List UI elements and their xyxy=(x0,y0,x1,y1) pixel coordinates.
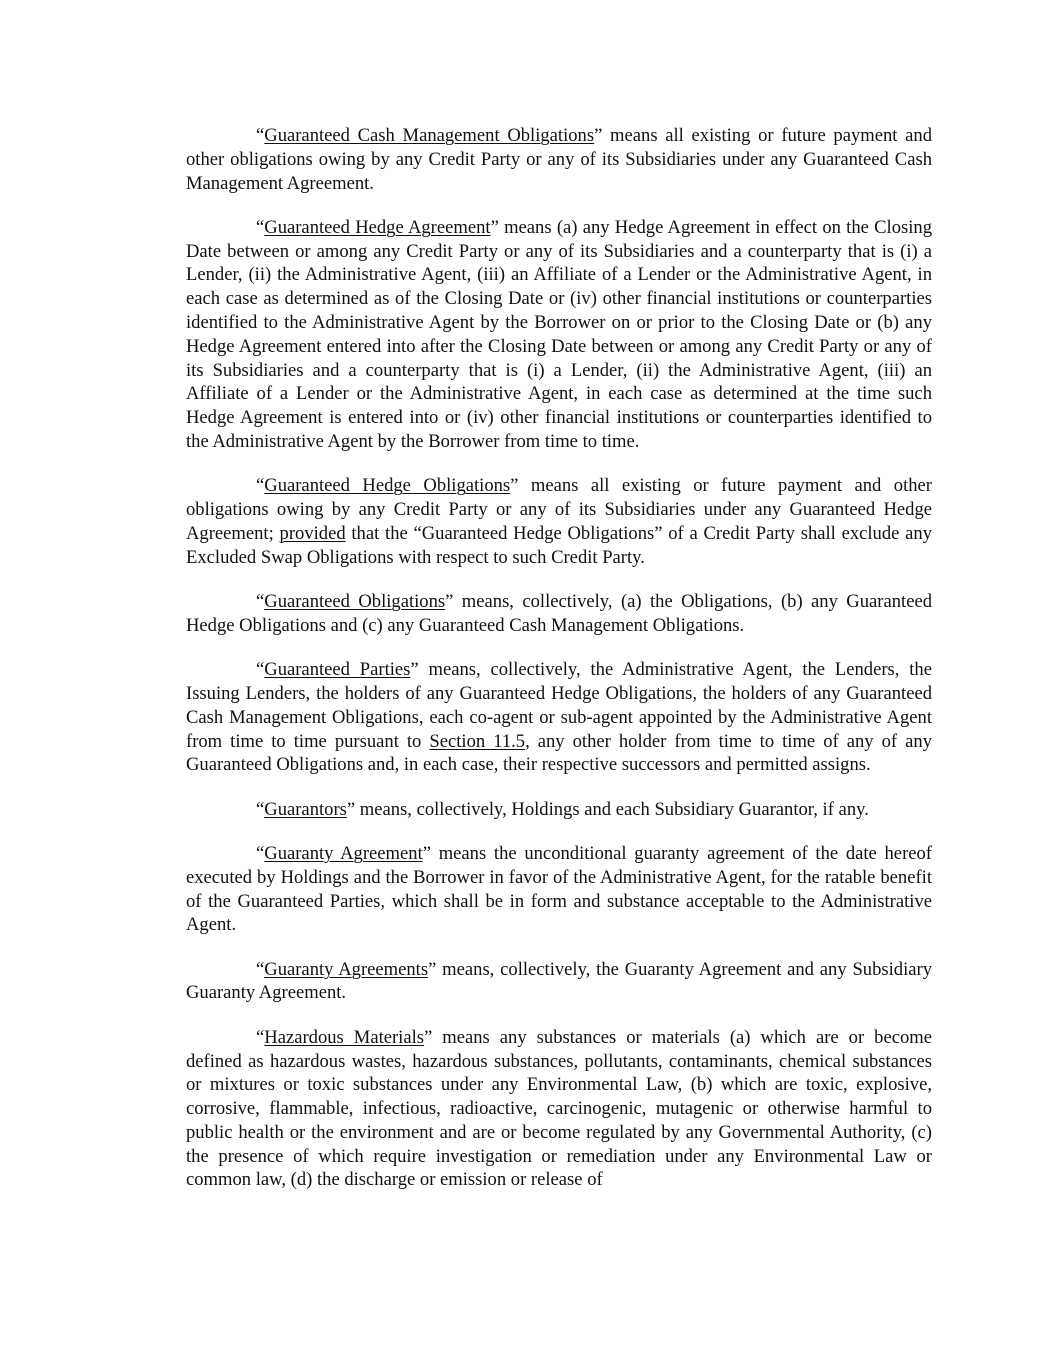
definition-text: ” means all existing or future payment and other obligations owing by any Credit Party or any of its Subsidiaries under any Guaranteed Cash Management Agreement. xyxy=(186,125,932,194)
defined-term: Hazardous Materials xyxy=(264,1026,425,1048)
definition-text: that the “Guaranteed Hedge Obligations” of a Credit Party shall exclude any Excluded Swap Obligations with respect to such Credit Party. xyxy=(186,522,932,568)
definition-guaranteed-obligations: “Guaranteed Obligations” means, collectively, (a) the Obligations, (b) any Guaranteed Hedge Obligations and (c) any Guaranteed Cash Management Obligations. xyxy=(186,591,932,636)
definition-hazardous-materials: “Hazardous Materials” means any substances or materials (a) which are or become defined as hazardous wastes, hazardous substances, pollutants, contaminants, chemical substances or mixtures or toxic substances under any Environmental Law, (b) which are toxic, explosive, corrosive, flammable, infectious, radioactive, carcinogenic, mutagenic or otherwise harmful to public health or the environment and are or become regulated by any Governmental Authority, (c) the presence of which require investigation or remediation under any Environmental Law or common law, (d) the discharge or emission or release of xyxy=(186,1026,933,1191)
definition-guaranty-agreement: “Guaranty Agreement” means the unconditional guaranty agreement of the date hereof executed by Holdings and the Borrower in favor of the Administrative Agent, for the ratable benefit of the Guaranteed Parties, which shall be in form and substance acceptable to the Administrative Agent. xyxy=(186,842,932,936)
definition-text: ” means any substances or materials (a) which are or become defined as hazardous wastes, hazardous substances, pollutants, contaminants, chemical substances or mixtures or toxic substances under any Environmental Law, (b) which are toxic, explosive, corrosive, flammable, infectious, radioactive, carcinogenic, mutagenic or otherwise harmful to public health or the environment and are or become regulated by any Governmental Authority, (c) the presence of which require investigation or remediation under any Environmental Law or common law, (d) the discharge or emission or release of xyxy=(186,1026,933,1191)
defined-term: Guarantors xyxy=(264,798,347,820)
defined-term: Guaranty Agreements xyxy=(264,958,429,980)
document-page xyxy=(186,124,932,1213)
definition-text: ” means, collectively, (a) the Obligations, (b) any Guaranteed Hedge Obligations and (c) any Guaranteed Cash Management Obligations. xyxy=(186,591,932,636)
definition-text: ” means, collectively, the Administrative Agent, the Lenders, the Issuing Lenders, the holders of any Guaranteed Hedge Obligations, the holders of any Guaranteed Cash Management Obligations, each co-agent or sub-agent appointed by the Administrative Agent from time to time pursuant to xyxy=(186,659,932,752)
defined-term: Guaranty Agreement xyxy=(264,842,423,864)
defined-term: Guaranteed Cash Management Obligations xyxy=(264,125,595,146)
definition-guaranteed-cash-management-obligations: “Guaranteed Cash Management Obligations” means all existing or future payment and other obligations owing by any Credit Party or any of its Subsidiaries under any Guaranteed Cash Management Agreement. xyxy=(186,125,932,194)
definition-guaranty-agreements: “Guaranty Agreements” means, collectively, the Guaranty Agreement and any Subsidiary Guaranty Agreement. xyxy=(186,958,933,1004)
proviso-term: provided xyxy=(279,522,346,544)
definition-guaranteed-parties: “Guaranteed Parties” means, collectively, the Administrative Agent, the Lenders, the Issuing Lenders, the holders of any Guaranteed Hedge Obligations, the holders of any Guaranteed Cash Management Obligations, each co-agent or sub-agent appointed by the Administrative Agent from time to time pursuant to Section 11.5, any other holder from time to time of any of any Guaranteed Obligations and, in each case, their respective successors and permitted assigns. xyxy=(186,659,932,776)
definition-text: ” means the unconditional guaranty agreement of the date hereof executed by Holdings and the Borrower in favor of the Administrative Agent, for the ratable benefit of the Guaranteed Parties, which shall be in form and substance acceptable to the Administrative Agent. xyxy=(186,842,932,936)
defined-term: Guaranteed Obligations xyxy=(264,591,446,613)
definition-text: ” means, collectively, Holdings and each Subsidiary Guarantor, if any. xyxy=(346,798,869,820)
defined-term: Guaranteed Hedge Agreement xyxy=(264,216,491,238)
definition-text: ” means all existing or future payment and other obligations owing by any Credit Party or any of its Subsidiaries under any Guaranteed Hedge Agreement; xyxy=(186,475,932,544)
definition-text: , any other holder from time to time of any of any Guaranteed Obligations and, in each case, their respective successors and permitted assigns. xyxy=(186,730,932,776)
defined-term: Guaranteed Hedge Obligations xyxy=(264,475,511,497)
section-reference: Section 11.5 xyxy=(429,730,526,752)
defined-term: Guaranteed Parties xyxy=(264,659,411,681)
definition-guaranteed-hedge-obligations: “Guaranteed Hedge Obligations” means all existing or future payment and other obligations owing by any Credit Party or any of its Subsidiaries under any Guaranteed Hedge Agreement; provided that the “Guaranteed Hedge Obligations” of a Credit Party shall exclude any Excluded Swap Obligations with respect to such Credit Party. xyxy=(186,475,932,568)
definition-guarantors: “Guarantors” means, collectively, Holdings and each Subsidiary Guarantor, if any. xyxy=(256,798,869,820)
definition-guaranteed-hedge-agreement: “Guaranteed Hedge Agreement” means (a) any Hedge Agreement in effect on the Closing Date between or among any Credit Party or any of its Subsidiaries and a counterparty that is (i) a Lender, (ii) the Administrative Agent, (iii) an Affiliate of a Lender or the Administrative Agent, in each case as determined as of the Closing Date or (iv) other financial institutions or counterparties identified to the Administrative Agent by the Borrower on or prior to the Closing Date or (b) any Hedge Agreement entered into after the Closing Date between or among any Credit Party or any of its Subsidiaries and a counterparty that is (i) a Lender, (ii) the Administrative Agent, (iii) an Affiliate of a Lender or the Administrative Agent, in each case as determined at the time such Hedge Agreement is entered into or (iv) other financial institutions or counterparties identified to the Administrative Agent by the Borrower from time to time. xyxy=(186,216,932,453)
definition-text: ” means, collectively, the Guaranty Agreement and any Subsidiary Guaranty Agreement. xyxy=(186,958,933,1004)
definition-text: ” means (a) any Hedge Agreement in effect on the Closing Date between or among any Credit Party or any of its Subsidiaries and a counterparty that is (i) a Lender, (ii) the Administrative Agent, (iii) an Affiliate of a Lender or the Administrative Agent, in each case as determined as of the Closing Date or (iv) other financial institutions or counterparties identified to the Administrative Agent by the Borrower on or prior to the Closing Date or (b) any Hedge Agreement entered into after the Closing Date between or among any Credit Party or any of its Subsidiaries and a counterparty that is (i) a Lender, (ii) the Administrative Agent, (iii) an Affiliate of a Lender or the Administrative Agent, in each case as determined at the time such Hedge Agreement is entered into or (iv) other financial institutions or counterparties identified to the Administrative Agent by the Borrower from time to time. xyxy=(186,216,932,453)
